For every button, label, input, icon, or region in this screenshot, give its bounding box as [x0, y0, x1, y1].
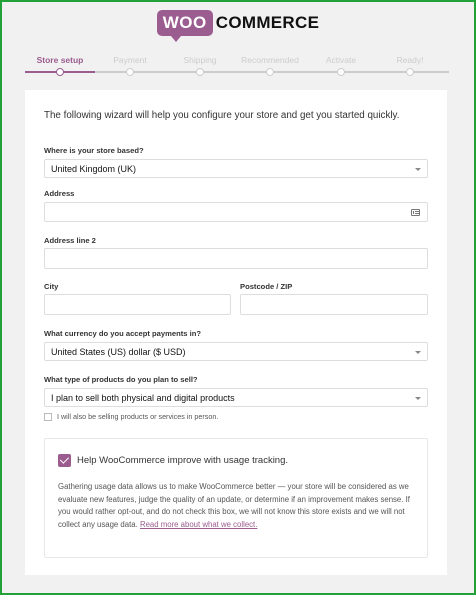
- address-book-icon[interactable]: [411, 209, 420, 216]
- setup-card: [25, 90, 447, 575]
- in-person-checkbox[interactable]: [44, 413, 52, 421]
- country-value: United Kingdom (UK): [51, 163, 137, 174]
- usage-tracking-box: [44, 438, 428, 558]
- step-recommended: [235, 55, 305, 65]
- chevron-down-icon: [415, 168, 421, 171]
- step-activate: [306, 55, 376, 65]
- postcode-input[interactable]: [240, 294, 428, 315]
- products-value: I plan to sell both physical and digital products: [51, 392, 235, 403]
- currency-value: United States (US) dollar ($ USD): [51, 346, 186, 357]
- address2-input[interactable]: [44, 248, 428, 269]
- step-label: Activate: [325, 55, 357, 65]
- country-select[interactable]: [44, 159, 428, 178]
- woocommerce-logo: [0, 10, 476, 36]
- step-dot-ready: [406, 68, 414, 76]
- step-dot-store-setup: [56, 68, 64, 76]
- in-person-row: [44, 412, 218, 421]
- step-ready: [375, 55, 445, 65]
- in-person-label: I will also be selling products or services in person.: [57, 412, 219, 421]
- usage-tracking-checkbox[interactable]: [58, 454, 71, 467]
- step-label: Store setup: [36, 55, 84, 65]
- address-input[interactable]: [44, 202, 428, 222]
- products-select[interactable]: [44, 388, 428, 407]
- step-dot-recommended: [266, 68, 274, 76]
- step-payment: [95, 55, 165, 65]
- chevron-down-icon: [415, 397, 421, 400]
- address-label: Address: [44, 189, 75, 198]
- step-dot-payment: [126, 68, 134, 76]
- step-label: Payment: [113, 55, 147, 65]
- logo-text: COMMERCE: [215, 13, 320, 32]
- postcode-label: Postcode / ZIP: [240, 282, 293, 291]
- chevron-down-icon: [415, 351, 421, 354]
- setup-steps: [25, 55, 449, 81]
- city-label: City: [44, 282, 59, 291]
- usage-tracking-text: Gathering usage data allows us to make WooCommerce better — your store will be considered as we evaluate new features, judge the quality of an update, or determine if an improvement makes sense. If you would rather opt-out, and do not check this box, we will not know this store exists and we will not collect any usage data.: [58, 482, 410, 529]
- usage-tracking-title: Help WooCommerce improve with usage tracking.: [77, 455, 289, 466]
- logo-badge: WOO: [157, 10, 213, 36]
- step-dot-shipping: [196, 68, 204, 76]
- city-input[interactable]: [44, 294, 231, 315]
- step-shipping: [165, 55, 235, 65]
- address2-label: Address line 2: [44, 236, 96, 245]
- step-label: Ready!: [396, 55, 424, 65]
- products-label: What type of products do you plan to sell?: [44, 375, 198, 384]
- read-more-link[interactable]: Read more about what we collect.: [139, 519, 258, 529]
- country-label: Where is your store based?: [44, 146, 144, 155]
- step-dot-activate: [337, 68, 345, 76]
- step-label: Shipping: [183, 55, 217, 65]
- usage-tracking-description: [58, 481, 418, 531]
- currency-select[interactable]: [44, 342, 428, 361]
- intro-text: The following wizard will help you configure your store and get you started quickly.: [44, 110, 400, 121]
- step-store-setup: [25, 55, 95, 65]
- step-label: Recommended: [241, 55, 299, 65]
- currency-label: What currency do you accept payments in?: [44, 329, 201, 338]
